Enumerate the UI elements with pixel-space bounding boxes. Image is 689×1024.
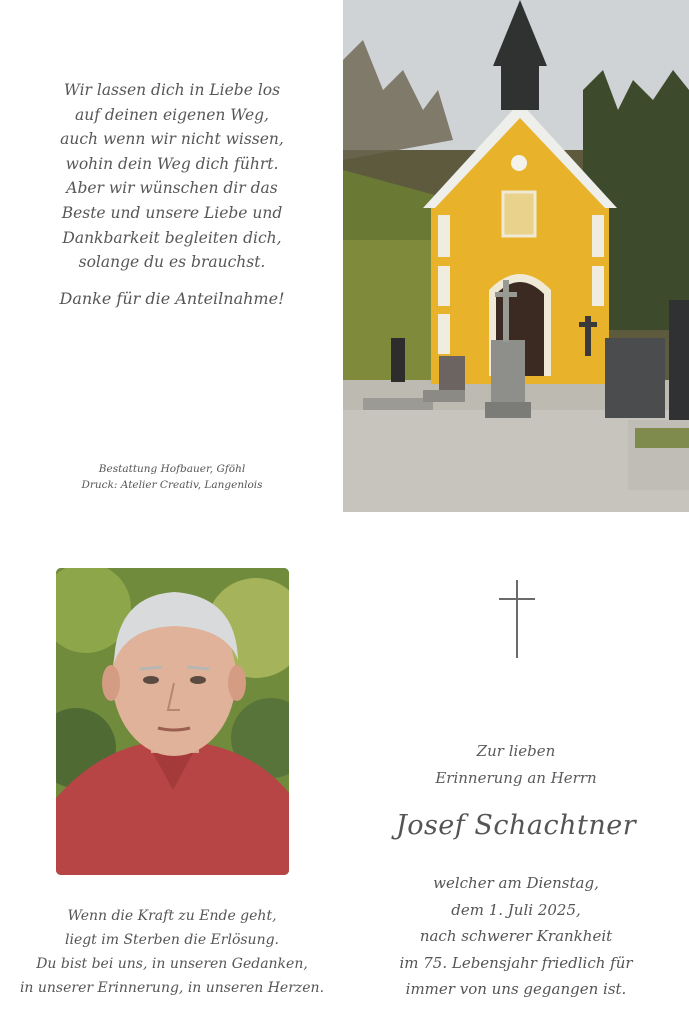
poem-line: Du bist bei uns, in unseren Gedanken, [36,956,308,972]
poem-line: Dankbarkeit begleiten dich, [62,228,282,247]
memorial-intro [356,738,676,792]
poem-line: solange du es brauchst. [78,253,266,272]
details-line: nach schwerer Krankheit [419,927,613,946]
deceased-name: Josef Schachtner [395,810,637,841]
chapel-illustration [343,0,689,512]
poem-line: in unserer Erinnerung, in unseren Herzen. [19,980,325,996]
poem-line: wohin dein Weg dich führt. [65,154,279,173]
printer-credit: Druck: Atelier Creativ, Langenlois [81,479,263,491]
credits [20,461,324,493]
poem-line: auch wenn wir nicht wissen, [60,130,284,149]
poem-line: Wenn die Kraft zu Ende geht, [67,908,277,924]
comfort-poem [14,904,330,1000]
funeral-home-credit: Bestattung Hofbauer, Gföhl [98,463,246,475]
cross-icon [497,578,537,660]
memorial-details [356,870,676,1003]
poem-line: Aber wir wünschen dir das [66,179,278,198]
poem-line: liegt im Sterben die Erlösung. [64,932,279,948]
intro-line: Zur lieben [476,742,556,760]
portrait-photo [56,568,289,875]
details-line: im 75. Lebensjahr friedlich für [399,953,633,972]
details-line: immer von uns gegangen ist. [405,980,627,999]
poem-line: Beste und unsere Liebe und [61,203,283,222]
intro-line: Erinnerung an Herrn [435,769,597,787]
portrait-illustration [56,568,289,875]
farewell-poem [20,78,324,275]
details-line: welcher am Dienstag, [433,874,599,892]
poem-line: Wir lassen dich in Liebe los [63,81,281,99]
details-line: dem 1. Juli 2025, [451,900,581,919]
chapel-photo [343,0,689,512]
poem-line: auf deinen eigenen Weg, [75,105,269,124]
thanks-text: Danke für die Anteilnahme! [59,289,285,308]
